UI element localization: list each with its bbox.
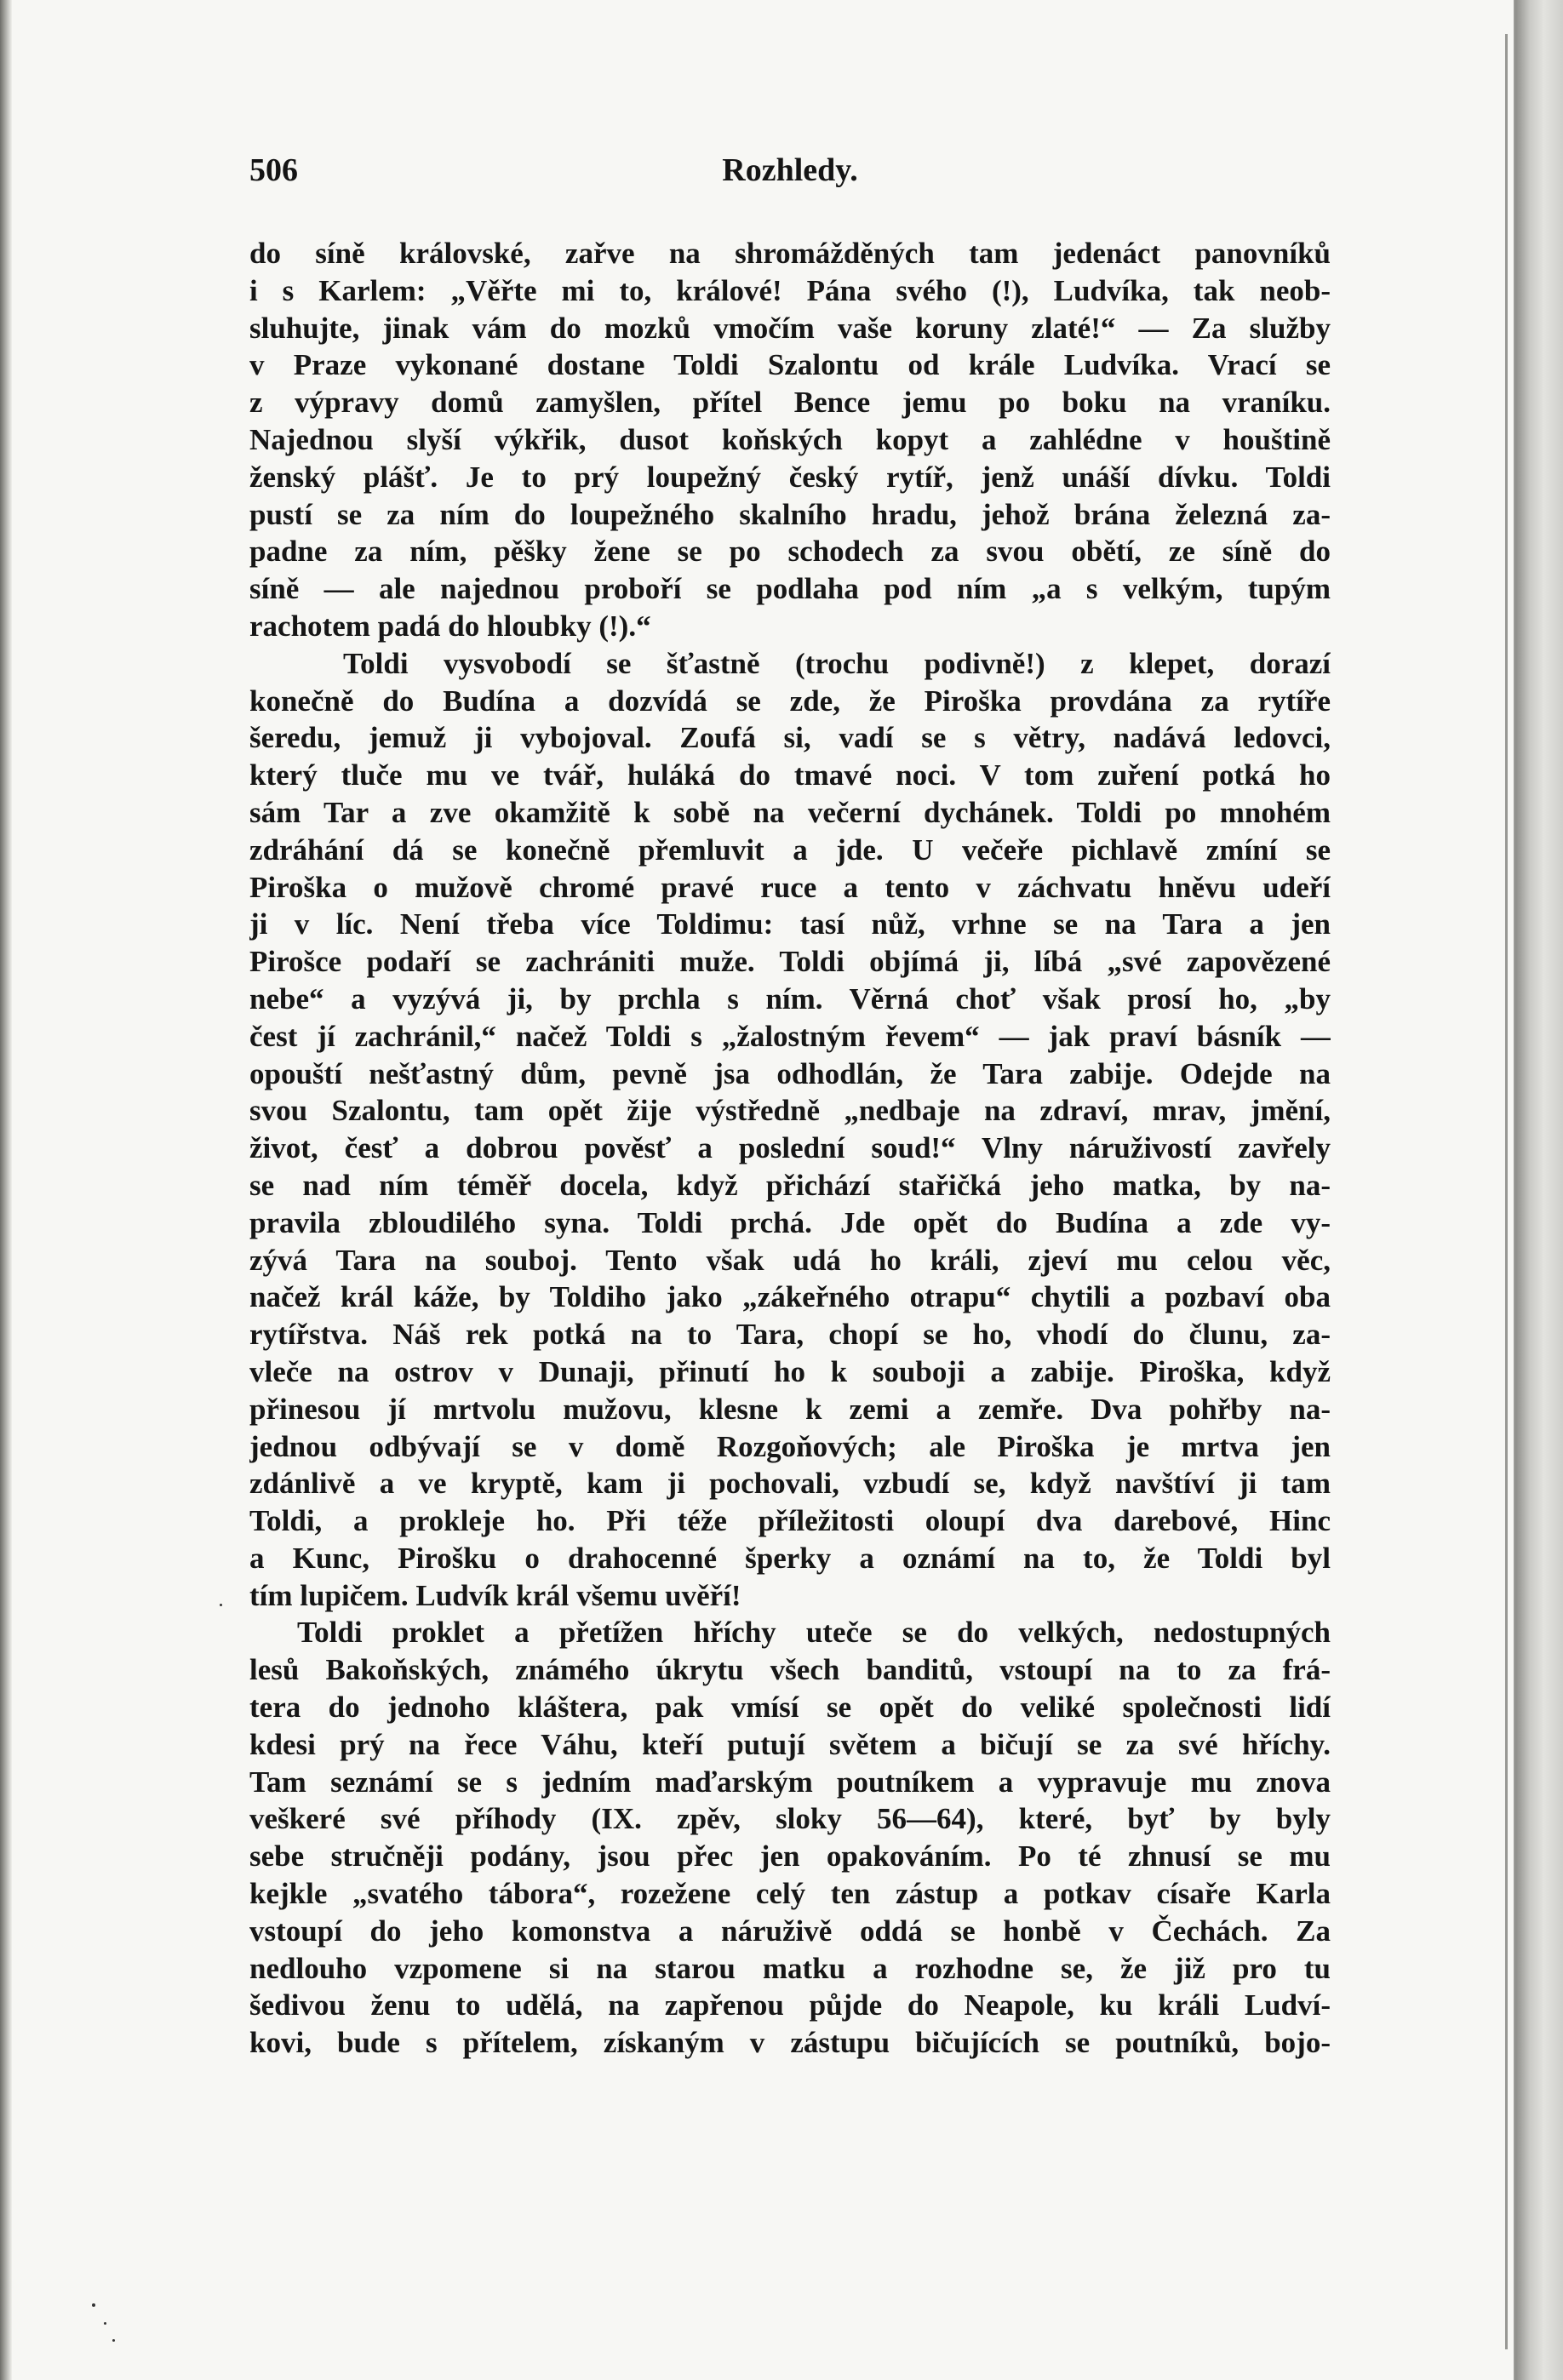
ink-speck	[220, 1604, 222, 1606]
text-line: zývá Tara na souboj. Tento však udá ho králi, zjeví mu celou věc,	[249, 1243, 1331, 1277]
running-title: Rozhledy.	[722, 152, 858, 188]
text-line: načež král káže, by Toldiho jako „zákeřného otrapu“ chytili a pozbaví oba	[249, 1280, 1331, 1314]
text-line: Najednou slyší výkřik, dusot koňských kopyt a zahlédne v houštině	[249, 422, 1331, 456]
ink-speck	[112, 2339, 115, 2342]
text-line: čest jí zachránil,“ načež Toldi s „žalostným řevem“ — jak praví básník —	[249, 1019, 1331, 1053]
text-line: a Kunc, Pirošku o drahocenné šperky a oznámí na to, že Toldi byl	[249, 1541, 1331, 1575]
text-line: Pirošce podaří se zachrániti muže. Toldi objímá ji, líbá „své zapovězené	[249, 945, 1331, 979]
body-text	[249, 235, 1331, 2062]
text-line: tera do jednoho kláštera, pak vmísí se opět do veliké společnosti lidí	[249, 1691, 1331, 1725]
text-line: se nad ním téměř docela, když přichází stařičká jeho matka, by na-	[249, 1168, 1331, 1202]
text-line: do síně královské, zařve na shromážděných tam jedenáct panovníků	[249, 237, 1331, 270]
text-line: Toldi proklet a přetížen hříchy uteče se do velkých, nedostupných	[297, 1616, 1331, 1650]
text-line: kejkle „svatého tábora“, rozežene celý ten zástup a potkav císaře Karla	[249, 1877, 1331, 1911]
text-line: jednou odbývají se v domě Rozgoňových; ale Piroška je mrtva jen	[249, 1429, 1331, 1463]
text-line: ji v líc. Není třeba více Toldimu: tasí nůž, vrhne se na Tara a jen	[249, 907, 1331, 941]
text-line: pustí se za ním do loupežného skalního hradu, jehož brána železná za-	[249, 497, 1331, 531]
text-line: Tam seznámí se s jedním maďarským poutníkem a vypravuje mu znova	[249, 1765, 1331, 1799]
text-line: Toldi, a prokleje ho. Při téže příležitosti oloupí dva darebové, Hinc	[249, 1504, 1331, 1538]
text-line: vleče na ostrov v Dunaji, přinutí ho k souboji a zabije. Piroška, když	[249, 1354, 1331, 1388]
ink-speck	[92, 2303, 95, 2307]
text-line: rytířstva. Náš rek potká na to Tara, chopí se ho, vhodí do člunu, za-	[249, 1318, 1331, 1352]
text-line: veškeré své příhody (IX. zpěv, sloky 56—64), které, byť by byly	[249, 1802, 1331, 1836]
text-line: život, česť a dobrou pověsť a poslední soud!“ Vlny náruživostí zavřely	[249, 1131, 1331, 1165]
text-line: sám Tar a zve okamžitě k sobě na večerní dychánek. Toldi po mnohém	[249, 795, 1331, 829]
text-line: z výpravy domů zamyšlen, přítel Bence jemu po boku na vraníku.	[249, 386, 1331, 420]
text-line: tím lupičem. Ludvík král všemu uvěří!	[249, 1578, 741, 1612]
text-line: kovi, bude s přítelem, získaným v zástupu bičujících se poutníků, bojo-	[249, 2026, 1331, 2060]
ink-speck	[104, 2322, 106, 2325]
text-line: nedlouho vzpomene si na starou matku a rozhodne se, že již pro tu	[249, 1951, 1331, 1985]
text-line: šedivou ženu to udělá, na zapřenou půjde do Neapole, ku králi Ludví-	[249, 1988, 1331, 2022]
page-header	[249, 152, 1331, 199]
page-left-edge	[0, 0, 12, 2380]
text-line: Toldi vysvobodí se šťastně (trochu podivně!) z klepet, dorazí	[343, 646, 1331, 680]
text-line: ženský plášť. Je to prý loupežný český rytíř, jenž unáší dívku. Toldi	[249, 460, 1331, 494]
text-line: kdesi prý na řece Váhu, kteří putují světem a bičují se za své hříchy.	[249, 1727, 1331, 1761]
text-line: vstoupí do jeho komonstva a náruživě oddá se honbě v Čechách. Za	[249, 1914, 1331, 1948]
text-line: nebe“ a vyzývá ji, by prchla s ním. Věrná choť však prosí ho, „by	[249, 981, 1331, 1016]
text-line: padne za ním, pěšky žene se po schodech za svou obětí, ze síně do	[249, 535, 1331, 569]
text-line: sluhujte, jinak vám do mozků vmočím vaše koruny zlaté!“ — Za služby	[249, 311, 1331, 345]
text-line: rachotem padá do hloubky (!).“	[249, 609, 651, 643]
page-right-edge	[1515, 0, 1563, 2380]
text-line: zdráhání dá se konečně přemluvit a jde. U večeře pichlavě zmíní se	[249, 832, 1331, 867]
text-line: Piroška o mužově chromé pravé ruce a tento v záchvatu hněvu udeří	[249, 870, 1331, 904]
text-line: zdánlivě a ve kryptě, kam ji pochovali, vzbudí se, když navštíví ji tam	[249, 1467, 1331, 1501]
text-line: lesů Bakoňských, známého úkrytu všech banditů, vstoupí na to za frá-	[249, 1653, 1331, 1687]
text-line: šeredu, jemuž ji vybojoval. Zoufá si, vadí se s větry, nadává ledovci,	[249, 721, 1331, 755]
page-number: 506	[249, 152, 298, 188]
binding-shadow-line	[1505, 34, 1508, 2349]
text-line: sebe stručněji podány, jsou přec jen opakováním. Po té zhnusí se mu	[249, 1839, 1331, 1874]
text-line: který tluče mu ve tvář, huláká do tmavé noci. V tom zuření potká ho	[249, 758, 1331, 792]
text-line: přinesou jí mrtvolu mužovu, klesne k zemi a zemře. Dva pohřby na-	[249, 1392, 1331, 1426]
text-line: v Praze vykonané dostane Toldi Szalontu od krále Ludvíka. Vrací se	[249, 348, 1331, 382]
text-line: opouští nešťastný dům, pevně jsa odhodlán, že Tara zabije. Odejde na	[249, 1056, 1331, 1090]
text-line: konečně do Budína a dozvídá se zde, že Piroška provdána za rytíře	[249, 684, 1331, 718]
text-line: svou Szalontu, tam opět žije výstředně „nedbaje na zdraví, mrav, jmění,	[249, 1094, 1331, 1128]
text-line: i s Karlem: „Věřte mi to, králové! Pána svého (!), Ludvíka, tak neob-	[249, 273, 1331, 307]
text-line: pravila zbloudilého syna. Toldi prchá. Jde opět do Budína a zde vy-	[249, 1205, 1331, 1239]
text-line: síně — ale najednou proboří se podlaha pod ním „a s velkým, tupým	[249, 572, 1331, 606]
